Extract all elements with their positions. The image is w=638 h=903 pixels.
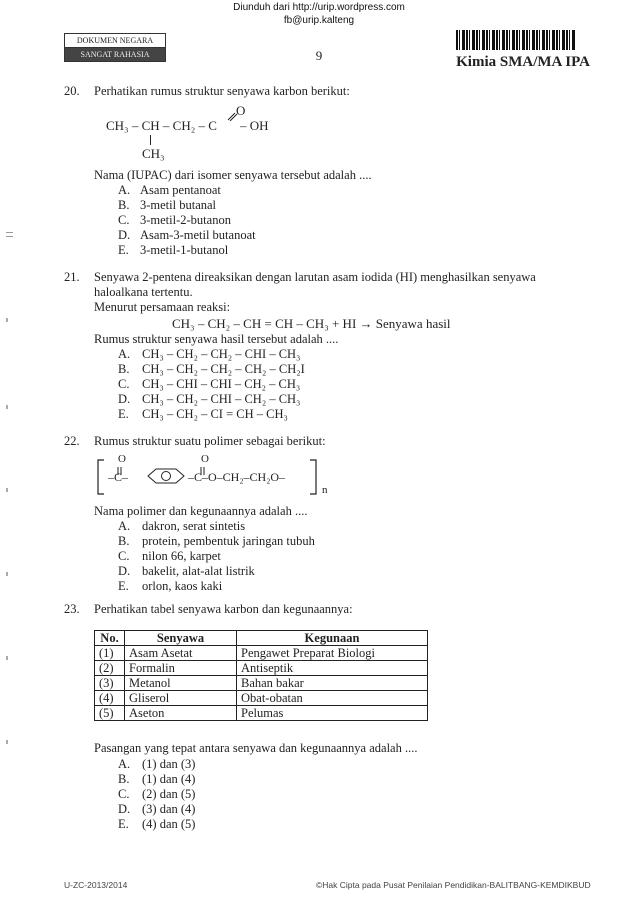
question-number: 22. (64, 434, 80, 448)
table-cell: Aseton (125, 706, 237, 721)
option-a[interactable]: A. (1) dan (3) (118, 757, 196, 771)
document-classification-box (64, 33, 166, 62)
table-cell: (2) (95, 661, 125, 676)
footer-code: U-ZC-2013/2014 (64, 880, 128, 890)
option-d[interactable]: D. Asam-3-metil butanoat (118, 228, 256, 242)
source-line-2: fb@urip.kalteng (283, 15, 355, 26)
question-text: Perhatikan tabel senyawa karbon dan kegunaannya: (94, 602, 353, 616)
question-text-line-2: haloalkana tertentu. (94, 285, 193, 299)
table-cell: Antiseptik (237, 661, 428, 676)
formula-main-chain: CH₃ – CH – CH₂ – C (106, 118, 217, 133)
question-number: 21. (64, 270, 80, 284)
option-b[interactable]: B. 3-metil butanal (118, 198, 217, 212)
doc-label: DOKUMEN NEGARA (65, 34, 165, 48)
question-text-line-1: Senyawa 2-pentena direaksikan dengan larutan asam iodida (HI) menghasilkan senyawa (94, 270, 536, 284)
option-b[interactable]: B. CH₃ – CH₂ – CH₂ – CH₂ – CH₂I (118, 362, 305, 376)
table-cell: (4) (95, 691, 125, 706)
formula-oh-group: – OH (240, 118, 269, 133)
option-list (118, 347, 305, 422)
scan-mark (6, 656, 8, 660)
option-b[interactable]: B. (1) dan (4) (118, 772, 196, 786)
option-c[interactable]: C. 3-metil-2-butanon (118, 213, 231, 227)
scan-mark (6, 232, 13, 233)
table-cell: Pengawet Preparat Biologi (237, 646, 428, 661)
question-number: 20. (64, 84, 80, 98)
question-prompt: Pasangan yang tepat antara senyawa dan kegunaannya adalah .... (94, 741, 418, 755)
table-cell: Formalin (125, 661, 237, 676)
scan-mark (6, 572, 8, 576)
option-d[interactable]: D. bakelit, alat-alat listrik (118, 564, 255, 578)
table-cell: (1) (95, 646, 125, 661)
question-text: Perhatikan rumus struktur senyawa karbon berikut: (94, 84, 350, 98)
secret-label: SANGAT RAHASIA (65, 48, 165, 61)
table-cell: Bahan bakar (237, 676, 428, 691)
question-number: 23. (64, 602, 80, 616)
table-cell: (5) (95, 706, 125, 721)
option-d[interactable]: D. (3) dan (4) (118, 802, 196, 816)
formula-methyl-branch: CH₃ (142, 146, 165, 161)
table-cell: (3) (95, 676, 125, 691)
option-c[interactable]: C. CH₃ – CHI – CHI – CH₂ – CH₃ (118, 377, 301, 391)
table-cell: Pelumas (237, 706, 428, 721)
table-row (95, 676, 428, 691)
option-d[interactable]: D. CH₃ – CH₂ – CHI – CH₂ – CH₃ (118, 392, 301, 406)
table-row (95, 646, 428, 661)
question-text-line-3: Menurut persamaan reaksi: (94, 300, 231, 314)
option-a[interactable]: A. Asam pentanoat (118, 183, 221, 197)
option-a[interactable]: A. CH₃ – CH₂ – CH₂ – CHI – CH₃ (118, 347, 301, 361)
footer-copyright: ©Hak Cipta pada Pusat Penilaian Pendidikan-BALITBANG-KEMDIKBUD (316, 880, 591, 890)
scan-mark (6, 318, 8, 322)
page-number: 9 (315, 48, 323, 63)
option-b[interactable]: B. protein, pembentuk jaringan tubuh (118, 534, 315, 548)
option-e[interactable]: E. orlon, kaos kaki (118, 579, 223, 593)
table-cell: Asam Asetat (125, 646, 237, 661)
option-c[interactable]: C. (2) dan (5) (118, 787, 196, 801)
formula-carbonyl-o: O (236, 103, 246, 118)
polymer-o-1: O (118, 453, 126, 465)
option-a[interactable]: A. dakron, serat sintetis (118, 519, 246, 533)
option-list (118, 183, 256, 258)
table-header: Senyawa (125, 631, 237, 646)
polymer-subscript-n: n (322, 484, 328, 496)
scan-mark (6, 740, 8, 744)
compound-table (94, 630, 428, 721)
polymer-o-2: O (201, 453, 209, 465)
question-prompt: Nama (IUPAC) dari isomer senyawa tersebut adalah .... (94, 168, 372, 182)
option-e[interactable]: E. (4) dan (5) (118, 817, 196, 831)
table-header: No. (95, 631, 125, 646)
branch-bond (150, 135, 151, 145)
reaction-equation: CH₃ – CH₂ – CH = CH – CH₃ + HI → Senyawa hasil (172, 316, 451, 331)
table-header-row (95, 631, 428, 646)
option-c[interactable]: C. nilon 66, karpet (118, 549, 221, 563)
question-text: Rumus struktur suatu polimer sebagai berikut: (94, 434, 326, 448)
table-row (95, 691, 428, 706)
table-row (95, 706, 428, 721)
table-header: Kegunaan (237, 631, 428, 646)
option-e[interactable]: E. 3-metil-1-butanol (118, 243, 229, 257)
table-cell: Obat-obatan (237, 691, 428, 706)
table-cell: Metanol (125, 676, 237, 691)
table-cell: Gliserol (125, 691, 237, 706)
option-list (118, 757, 195, 832)
question-prompt: Nama polimer dan kegunaannya adalah .... (94, 504, 308, 518)
double-bond-icon (226, 111, 238, 121)
question-prompt: Rumus struktur senyawa hasil tersebut adalah .... (94, 332, 339, 346)
option-list (118, 519, 315, 594)
polymer-mid-group: –C–O–CH₂–CH₂O– (188, 470, 286, 484)
source-line-1: Diunduh dari http://urip.wordpress.com (233, 2, 405, 13)
barcode-icon (456, 30, 576, 50)
polymer-left-group: –C– (108, 470, 129, 484)
scan-mark (6, 488, 8, 492)
option-e[interactable]: E. CH₃ – CH₂ – CI = CH – CH₃ (118, 407, 288, 421)
scan-mark (6, 236, 13, 237)
table-row (95, 661, 428, 676)
scan-mark (6, 405, 8, 409)
subject-title: Kimia SMA/MA IPA (456, 54, 590, 70)
